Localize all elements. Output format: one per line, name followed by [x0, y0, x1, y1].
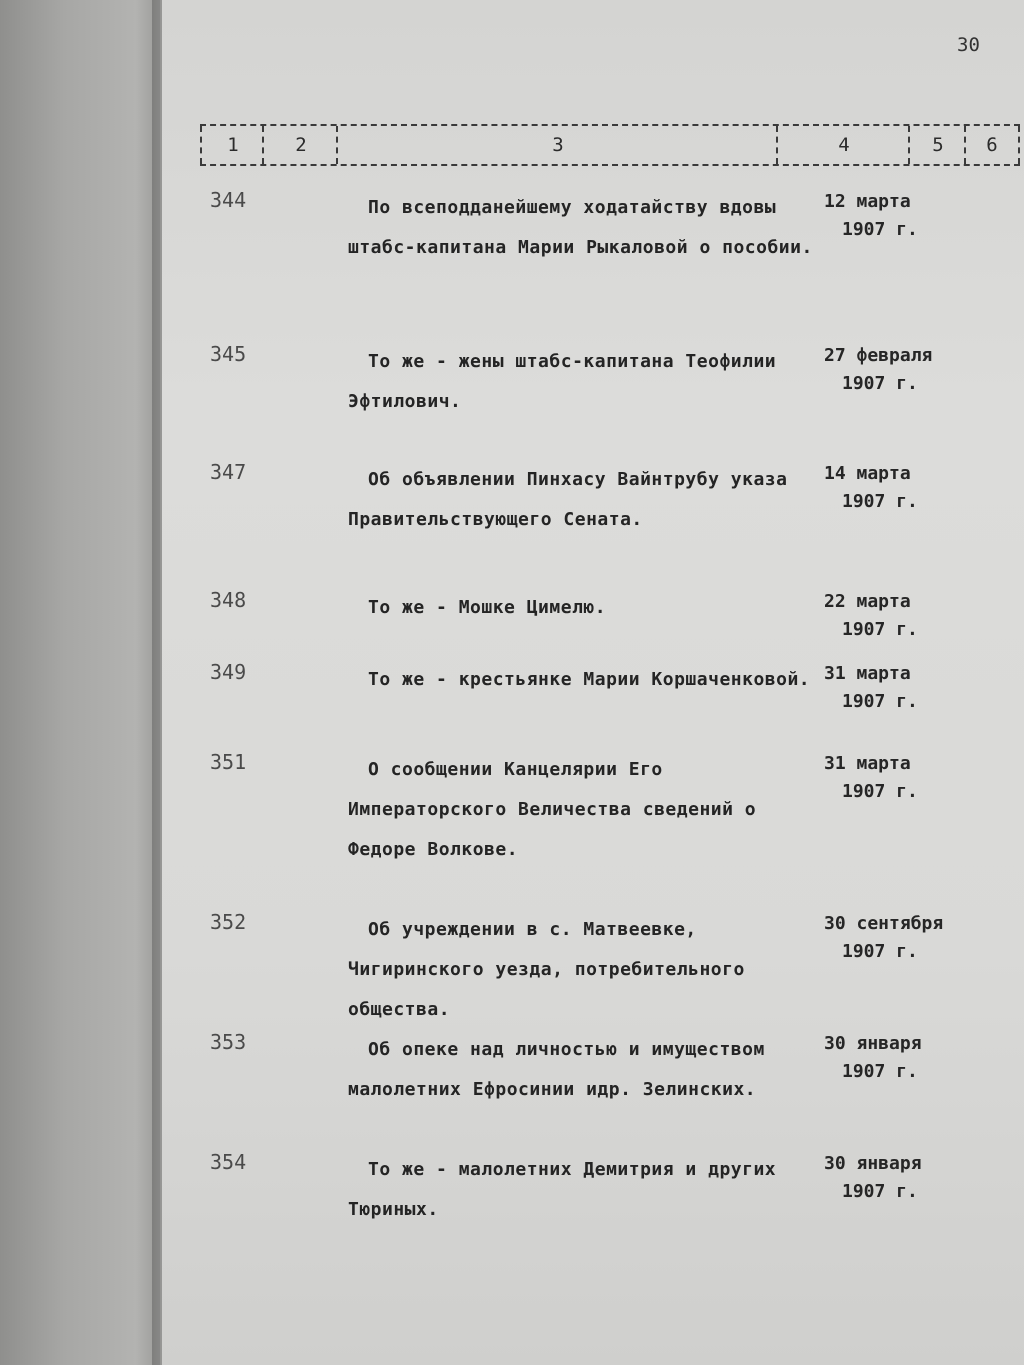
entry-date	[824, 460, 974, 516]
left-page-edge	[0, 0, 160, 1365]
entry-description: То же - крестьянке Марии Коршаченковой.	[368, 669, 811, 690]
header-col-2: 2	[262, 126, 338, 164]
entry-number: 345	[210, 342, 247, 366]
entry-date-year: 1907 г.	[842, 1061, 918, 1082]
header-col-4: 4	[776, 126, 910, 164]
entry-number: 349	[210, 660, 247, 684]
entry-date	[824, 750, 974, 806]
entry-date-year: 1907 г.	[842, 373, 918, 394]
entry-date-year: 1907 г.	[842, 619, 918, 640]
entry-date	[824, 660, 974, 716]
entry-number: 348	[210, 588, 247, 612]
entry-date-year: 1907 г.	[842, 781, 918, 802]
entry-date-year: 1907 г.	[842, 1181, 918, 1202]
entry-number: 344	[210, 188, 247, 212]
table-header	[200, 124, 1020, 166]
entry-date	[824, 588, 974, 644]
header-col-5: 5	[908, 126, 966, 164]
entry-description: Об опеке над личностью и имуществом малолетних Ефросинии идр. Зелинских.	[348, 1039, 765, 1100]
entry-description: Об учреждении в с. Матвеевке, Чигиринского уезда, потребительного общества.	[348, 919, 745, 1020]
page-number: 30	[957, 34, 980, 56]
entry-description: По всеподданейшему ходатайству вдовы штабс-капитана Марии Рыкаловой о пособии.	[348, 197, 813, 258]
entry-date-day: 27 февраля	[824, 345, 933, 366]
entry-date-year: 1907 г.	[842, 691, 918, 712]
entry-date-day: 31 марта	[824, 753, 911, 774]
entry-date-year: 1907 г.	[842, 219, 918, 240]
entry-date-day: 30 января	[824, 1153, 922, 1174]
entry-description: То же - жены штабс-капитана Теофилии Эфтилович.	[348, 351, 777, 412]
entry-date-day: 14 марта	[824, 463, 911, 484]
entry-description: То же - Мошке Цимелю.	[368, 597, 607, 618]
entry-description: Об объявлении Пинхасу Вайнтрубу указа Правительствующего Сената.	[348, 469, 788, 530]
entry-date-year: 1907 г.	[842, 491, 918, 512]
entry-number: 353	[210, 1030, 247, 1054]
entry-date-day: 30 января	[824, 1033, 922, 1054]
entry-date	[824, 188, 974, 244]
entry-number: 354	[210, 1150, 247, 1174]
entry-description: То же - малолетних Демитрия и других Тюриных.	[348, 1159, 777, 1220]
entry-date-day: 22 марта	[824, 591, 911, 612]
entry-date	[824, 342, 974, 398]
entry-date-year: 1907 г.	[842, 941, 918, 962]
entry-date	[824, 1030, 974, 1086]
entry-date	[824, 910, 974, 966]
entry-number: 347	[210, 460, 247, 484]
entry-date-day: 12 марта	[824, 191, 911, 212]
entry-number: 352	[210, 910, 247, 934]
header-col-1: 1	[200, 126, 264, 164]
entry-date-day: 30 сентября	[824, 913, 944, 934]
entry-description: О сообщении Канцелярии Его Императорского Величества сведений о Федоре Волкове.	[348, 759, 757, 860]
entry-date	[824, 1150, 974, 1206]
entry-number: 351	[210, 750, 247, 774]
entry-date-day: 31 марта	[824, 663, 911, 684]
document-page	[162, 0, 1024, 1365]
header-col-6: 6	[964, 126, 1020, 164]
header-col-3: 3	[336, 126, 778, 164]
